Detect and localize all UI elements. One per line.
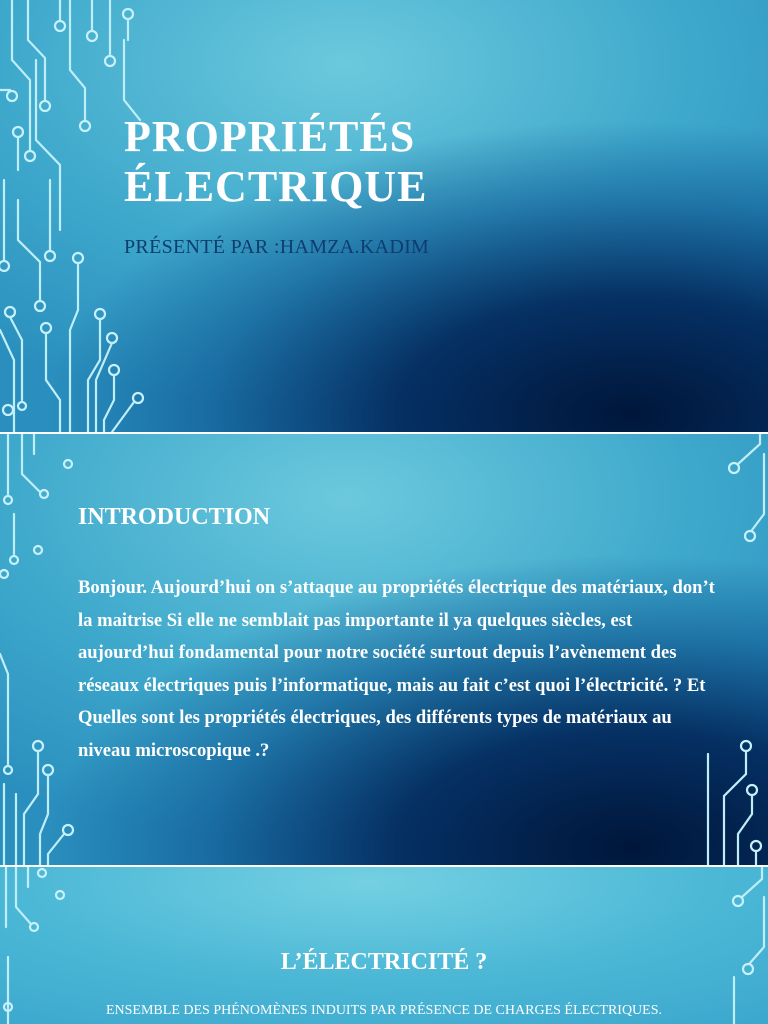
presenter-subtitle: PRÉSENTÉ PAR :HAMZA.KADIM: [124, 236, 430, 258]
title-line-1: PROPRIÉTÉS: [124, 112, 416, 161]
title-line-2: ÉLECTRIQUE: [124, 162, 428, 211]
circuit-decoration-left: [0, 0, 160, 432]
circuit-decoration-left: [0, 867, 80, 1024]
circuit-decoration-left: [0, 434, 90, 865]
section-heading: INTRODUCTION: [78, 504, 271, 530]
definition-text: ENSEMBLE DES PHÉNOMÈNES INDUITS PAR PRÉSENCE DE CHARGES ÉLECTRIQUES.: [105, 1003, 663, 1018]
introduction-paragraph: Bonjour. Aujourd’hui on s’attaque au propriétés électrique des matériaux, don’t la maitrise Si elle ne semblait pas importante il ya quelques siècles, est aujourd’hui fondamental pour notre société surtout depuis l’avènement des réseaux électriques puis l’informatique, mais au fait c’est quoi l’électricité. ? Et Quelles sont les propriétés électriques, des différents types de matériaux au niveau microscopique .?: [78, 577, 715, 761]
electricity-slide: [0, 867, 768, 1024]
section-heading: L’ÉLECTRICITÉ ?: [280, 949, 488, 975]
circuit-decoration-right: [698, 867, 768, 1024]
presentation-title: [124, 112, 427, 212]
introduction-slide: [0, 434, 768, 865]
title-slide: [0, 0, 768, 432]
